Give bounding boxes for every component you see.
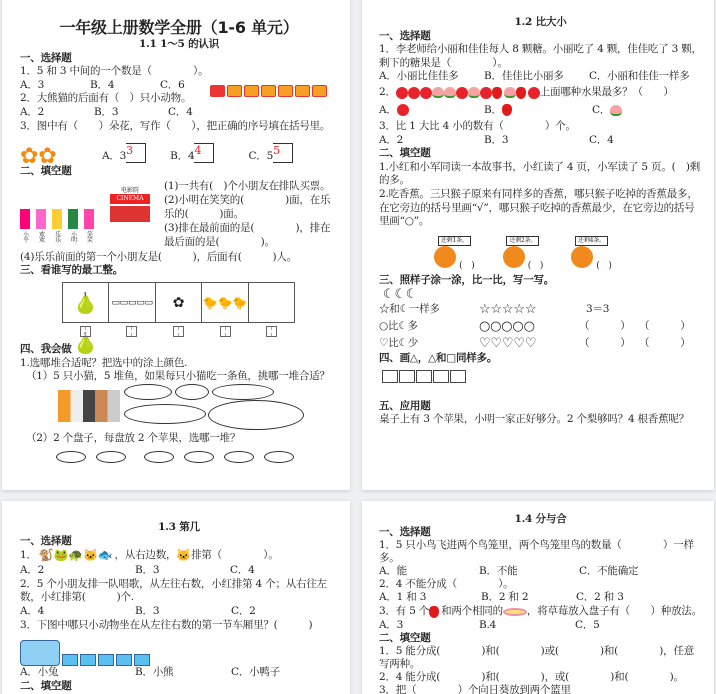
heading-fill: 二、填空题 bbox=[20, 679, 72, 692]
page-1 bbox=[2, 0, 350, 490]
question-2-number: 2． bbox=[379, 86, 396, 99]
speech-bubble: 还剩4条。 bbox=[575, 236, 608, 246]
fill-3: 3．把（ ）个向日葵放到两个篮里 bbox=[379, 684, 571, 694]
option: B．3 bbox=[135, 564, 160, 577]
question-3: 3．图中有（ ）朵花，写作（ ），把正确的序号填在括号里。 bbox=[20, 119, 331, 132]
heading-fill: 二、填空题 bbox=[379, 632, 431, 644]
page-3 bbox=[2, 501, 350, 694]
question-1: 1．5 和 3 中间的一个数是（ ）。 bbox=[20, 65, 209, 78]
digit-box: 4 bbox=[194, 143, 214, 163]
fill-1: (1)一共有( )个小朋友在排队买票。 bbox=[164, 179, 331, 192]
clouds-icon: ○○○○○ bbox=[479, 318, 535, 334]
squares-image bbox=[382, 370, 702, 386]
option: A．小兔 bbox=[20, 666, 59, 679]
writing-grid[interactable] bbox=[220, 326, 231, 337]
section-subtitle: 1.3 第几 bbox=[158, 521, 200, 533]
stars-icon: ☆☆☆☆☆ bbox=[479, 301, 537, 317]
animal-train-image bbox=[210, 85, 327, 97]
strawberry-icon bbox=[429, 606, 439, 618]
option: C．4 bbox=[230, 564, 255, 577]
peach-icon bbox=[610, 105, 622, 116]
option: C．2 bbox=[231, 604, 256, 617]
option: A． bbox=[379, 104, 397, 117]
heading-writing: 三、看谁写的最工整。 bbox=[20, 264, 123, 277]
apple-icon bbox=[397, 104, 409, 116]
fill-1: 1.小红和小军同读一本故事书，小红读了 4 页，小军读了 5 页。( )剩的多。 bbox=[379, 160, 701, 187]
question-1-number: 1． bbox=[20, 549, 37, 562]
option: A．3 bbox=[379, 619, 404, 631]
do-1: 1.选哪堆合适呢？把选中的涂上颜色. bbox=[20, 356, 188, 369]
cat-icon: 🐱 bbox=[176, 548, 192, 563]
writing-grid[interactable] bbox=[266, 326, 277, 337]
option: C．小丽和佳佳一样多 bbox=[589, 70, 690, 83]
option: C．6 bbox=[160, 78, 185, 91]
heading-do: 四、我会做 bbox=[20, 342, 72, 355]
option: C．不能确定 bbox=[579, 565, 639, 577]
section-subtitle: 1.2 比大小 bbox=[514, 16, 567, 28]
blue-train-image bbox=[20, 632, 338, 666]
monkeys-image bbox=[434, 233, 702, 274]
heading-application: 五、应用题 bbox=[379, 399, 431, 412]
option: C．4 bbox=[589, 133, 614, 146]
heading-fill: 二、填空题 bbox=[20, 165, 72, 178]
writing-table: 🍐🍐 ▭▭▭▭▭ ✿ 🐤🐤🐤 bbox=[62, 282, 295, 323]
writing-grid[interactable] bbox=[173, 326, 184, 337]
fill-1: 1．5 能分成( )和( )或( )和( )，任意写两种。 bbox=[379, 645, 695, 670]
option: A．3 bbox=[20, 78, 45, 91]
option: A．2 bbox=[20, 564, 45, 577]
speech-bubble: 还剩2条。 bbox=[506, 236, 539, 246]
option: B．3 bbox=[135, 604, 160, 617]
compare-row-label: ☆和☾一样多 bbox=[379, 302, 440, 315]
kid-name: 小明 bbox=[69, 230, 77, 243]
option: B．2 和 2 bbox=[481, 591, 529, 603]
option: C．小鸭子 bbox=[231, 666, 281, 679]
option: A．小丽比佳佳多 bbox=[379, 70, 459, 83]
fill-4: (4)乐乐前面的第一个小朋友是( )，后面有( )人。 bbox=[20, 250, 298, 263]
heading-fill: 二、填空题 bbox=[379, 147, 431, 160]
option: C．2 和 3 bbox=[576, 591, 624, 603]
question-2: 2．4 不能分成（ ）。 bbox=[379, 578, 514, 590]
option: B．不能 bbox=[479, 565, 518, 577]
fill-3: (3)排在最前面的是( )，排在最后面的是( )。 bbox=[164, 221, 331, 248]
animals-row-image: 🐒🐸🐢🐱🐟 bbox=[38, 548, 113, 563]
option: C．5 bbox=[575, 619, 600, 631]
option: C．4 bbox=[168, 105, 193, 118]
heading-compare: 三、照样子涂一涂，比一比，写一写。 bbox=[379, 273, 555, 286]
heading-choice: 一、选择题 bbox=[20, 51, 72, 64]
writing-grid[interactable] bbox=[126, 326, 137, 337]
answer-paren: ( ) bbox=[596, 261, 612, 272]
cinema-image bbox=[110, 187, 150, 222]
kid-name: 小平 bbox=[21, 230, 29, 243]
option: B.4 bbox=[479, 619, 497, 631]
kid-name: 欢欢 bbox=[37, 230, 45, 243]
heading-draw: 四、画△，△和□同样多。 bbox=[379, 352, 498, 365]
flowers-image: ✿✿ bbox=[20, 143, 57, 169]
question-1: 1．5 只小鸟飞进两个鸟笼里，两个鸟笼里鸟的数量（ ）一样多。 bbox=[379, 539, 694, 564]
kid-name: 乐乐 bbox=[53, 230, 61, 243]
question-1-text: ，从右边数， bbox=[114, 549, 177, 562]
do-1a: （1）5 只小猫，5 堆鱼，如果每只小猫吃一条鱼，挑哪一堆合适？ bbox=[26, 370, 330, 383]
question-3-text: 3．有 5 个 bbox=[379, 605, 430, 617]
answer-blank[interactable]: （ ） bbox=[579, 319, 631, 332]
question-2: 2．5 个小朋友排一队唱歌，从左往右数，小红排第 4 个；从右往左数，小红排第( )个. bbox=[20, 577, 327, 604]
option: A．能 bbox=[379, 565, 407, 577]
heading-choice: 一、选择题 bbox=[20, 534, 72, 547]
application-question: 桌子上有 3 个苹果，小明一家正好够分。2 个梨够吗？4 根香蕉呢？ bbox=[379, 413, 690, 426]
option: B．3 bbox=[484, 133, 509, 146]
question-3: 3．下图中哪只小动物坐在从左往右数的第一节车厢里？( ) bbox=[20, 618, 313, 631]
option: B．4 bbox=[170, 149, 195, 162]
option: A．2 bbox=[379, 133, 404, 146]
option: A．3 bbox=[102, 149, 127, 162]
heading-choice: 一、选择题 bbox=[379, 29, 431, 42]
cinema-sign: CINEMA bbox=[110, 194, 150, 204]
answer-paren: ( ) bbox=[459, 261, 475, 272]
kids-image bbox=[20, 209, 94, 243]
question-3-text: 和两个相同的 bbox=[441, 605, 503, 617]
hearts-icon: ♡♡♡♡♡ bbox=[479, 335, 537, 351]
option: B． bbox=[484, 104, 502, 117]
fill-2: 2．4 能分成( )和( )，或( )和( )。 bbox=[379, 671, 684, 683]
option: A．1 和 3 bbox=[379, 591, 427, 603]
question-3: 3．比 1 大比 4 小的数有（ ）个。 bbox=[379, 119, 576, 132]
do-1b: （2）2 个盘子，每盘放 2 个苹果，选哪一堆？ bbox=[26, 431, 241, 444]
cinema-label: 电影院 bbox=[120, 186, 139, 194]
option: B．3 bbox=[94, 105, 119, 118]
digit-box: 5 bbox=[273, 143, 293, 163]
question-3-text: ，将草莓放入盘子有（ ）种放法。 bbox=[526, 605, 702, 617]
kid-name: 笑笑 bbox=[85, 230, 93, 243]
compare-row-label: ○比☾多 bbox=[379, 319, 418, 332]
fill-2: 2.吃香蕉。三只猴子原来有同样多的香蕉，哪只猴子吃掉的香蕉最多，在它旁边的括号里画“√”，哪只猴子吃掉的香蕉最少，在它旁边的括号里画“○”。 bbox=[379, 187, 698, 228]
option: B．4 bbox=[90, 78, 115, 91]
cats-fish-image bbox=[20, 384, 338, 432]
question-1-text-end: 排第（ ）。 bbox=[191, 549, 279, 562]
document-title: 一年级上册数学全册（1-6 单元） bbox=[59, 18, 299, 37]
question-1: 1．李老师给小丽和佳佳每人 8 颗糖。小丽吃了 4 颗，佳佳吃了 3 颗，剩下的糖果是（ ）。 bbox=[379, 43, 702, 69]
answer-blank[interactable]: （ ） bbox=[639, 336, 691, 349]
page-2 bbox=[362, 0, 714, 490]
example-answer: 3＝3 bbox=[586, 302, 610, 315]
question-2: 上面哪种水果最多？（ ） bbox=[539, 86, 674, 99]
question-2: 2．大熊猫的后面有（ ）只小动物。 bbox=[20, 92, 192, 105]
moons-icon: ☾☾☾ bbox=[383, 286, 418, 302]
answer-blank[interactable]: （ ） bbox=[639, 319, 691, 332]
option: A．2 bbox=[20, 105, 45, 118]
digit-box: 3 bbox=[126, 143, 146, 163]
answer-paren: ( ) bbox=[527, 261, 544, 272]
answer-blank[interactable]: （ ） bbox=[579, 336, 631, 349]
page-4 bbox=[362, 501, 714, 694]
speech-bubble: 还剩1条。 bbox=[438, 236, 471, 246]
strawberry-icon bbox=[502, 104, 512, 116]
section-subtitle: 1.4 分与合 bbox=[514, 513, 567, 525]
option: C． bbox=[592, 104, 611, 117]
writing-grid[interactable] bbox=[80, 326, 91, 337]
fill-2: (2)小明在笑笑的( )面，在乐乐的( )面。 bbox=[164, 193, 331, 220]
option: B．小熊 bbox=[135, 666, 174, 679]
option: B．佳佳比小丽多 bbox=[484, 70, 564, 83]
section-subtitle: 1.1 1～5 的认识 bbox=[139, 38, 219, 50]
fruit-row-image bbox=[396, 87, 540, 99]
option: A．4 bbox=[20, 604, 45, 617]
option: C．5 bbox=[248, 149, 274, 162]
plate-icon bbox=[503, 608, 527, 616]
heading-choice: 一、选择题 bbox=[379, 526, 431, 538]
plates-image bbox=[56, 451, 338, 463]
compare-row-label: ♡比☾少 bbox=[379, 336, 419, 349]
